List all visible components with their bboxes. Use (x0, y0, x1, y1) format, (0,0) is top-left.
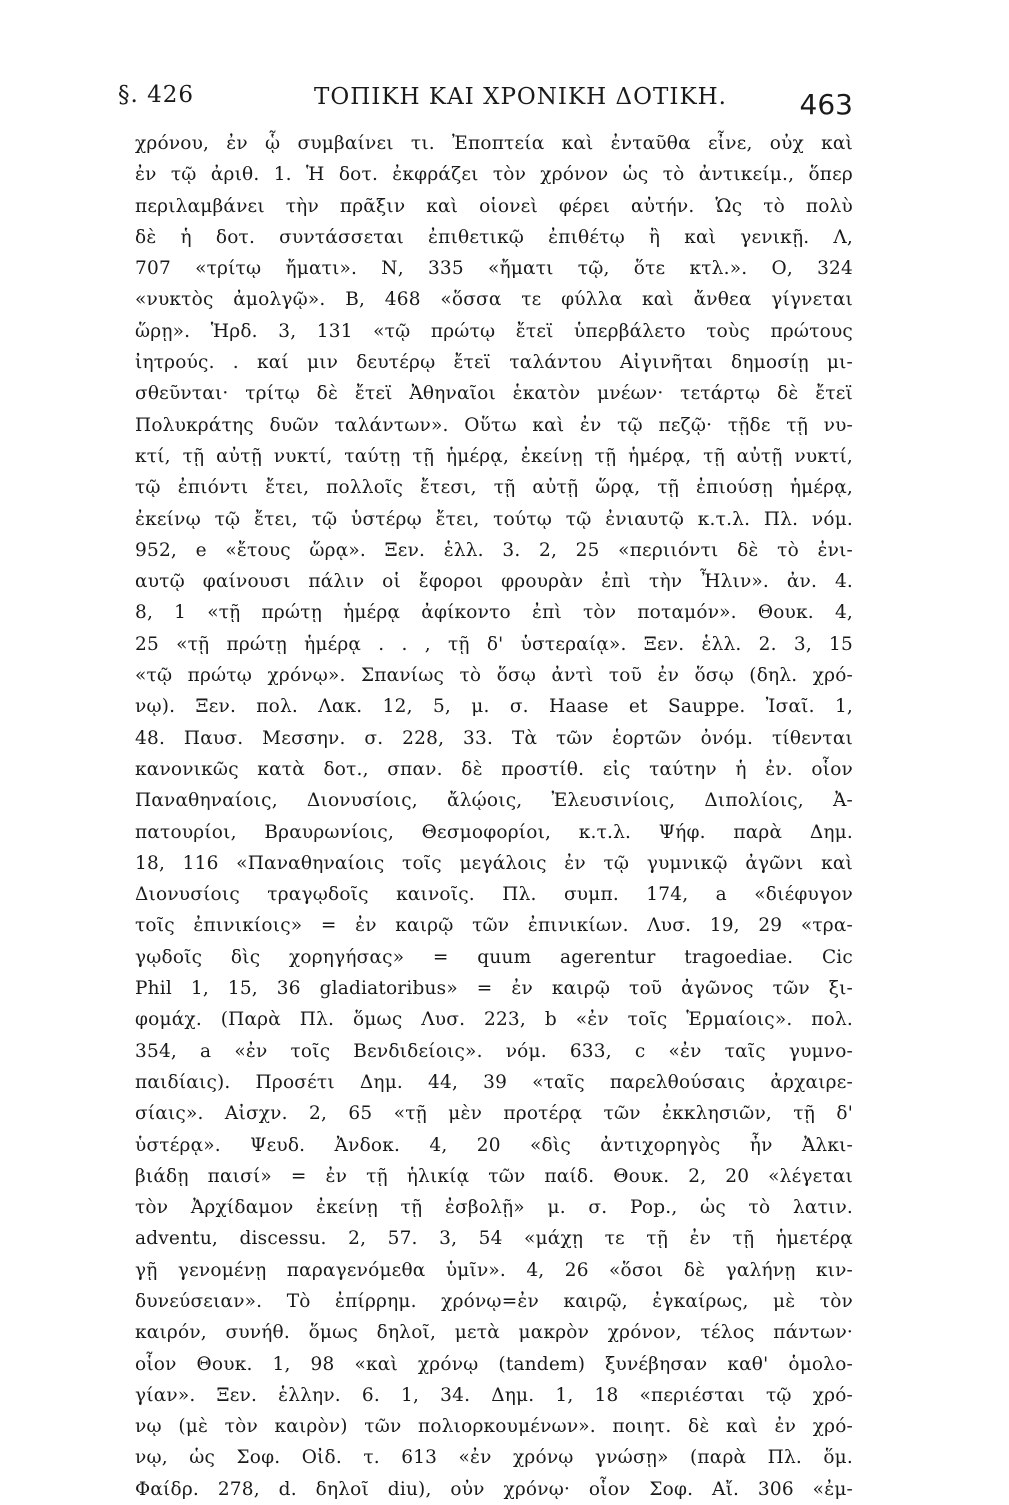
text-line: 354, a «ἐν τοῖς Βενδιδείοις». νόμ. 633, c «ἐν ταῖς γυμνο- (135, 1040, 853, 1062)
text-line: ἰητρούς. . καί μιν δευτέρῳ ἔτεϊ ταλάντου Αἰγινῆται δημοσίῃ μι- (135, 352, 853, 374)
text-line: Διονυσίοις τραγῳδοῖς καινοῖς. Πλ. συμπ. 174, a «διέφυγον (135, 884, 853, 906)
page-header (118, 82, 853, 126)
text-line: γίαν». Ξεν. ἑλλην. 6. 1, 34. Δημ. 1, 18 «περιέσται τῷ χρό- (135, 1384, 853, 1406)
text-line: παιδίαις). Προσέτι Δημ. 44, 39 «ταῖς παρελθούσαις ἀρχαιρε- (135, 1071, 853, 1093)
text-line: νῳ (μὲ τὸν καιρὸν) τῶν πολιορκουμένων». ποιητ. δὲ καὶ ἐν χρό- (135, 1416, 853, 1438)
text-line: νῳ). Ξεν. πολ. Λακ. 12, 5, μ. σ. Haase et Sauppe. Ἰσαῖ. 1, (135, 696, 853, 718)
text-line: 25 «τῇ πρώτῃ ἡμέρᾳ . . , τῇ δ' ὑστεραίᾳ». Ξεν. ἑλλ. 2. 3, 15 (135, 633, 853, 655)
text-line: φομάχ. (Παρὰ Πλ. ὅμως Λυσ. 223, b «ἐν τοῖς Ἑρμαίοις». πολ. (135, 1009, 853, 1031)
text-line: δυνεύσειαν». Τὸ ἐπίρρημ. χρόνῳ=ἐν καιρῷ, ἐγκαίρως, μὲ τὸν (135, 1290, 853, 1312)
text-line: νῳ, ὡς Σοφ. Οἰδ. τ. 613 «ἐν χρόνῳ γνώσῃ» (παρὰ Πλ. ὅμ. (135, 1447, 853, 1469)
text-line: περιλαμβάνει τὴν πρᾶξιν καὶ οἱονεὶ φέρει αὐτήν. Ὡς τὸ πολὺ (135, 195, 853, 217)
text-line: 48. Παυσ. Μεσσην. σ. 228, 33. Τὰ τῶν ἑορτῶν ὀνόμ. τίθενται (135, 727, 853, 749)
text-line: χρόνου, ἐν ᾧ συμβαίνει τι. Ἐποπτεία καὶ ἐνταῦθα εἶνε, οὐχ καὶ (135, 133, 853, 154)
text-line: ἐκείνῳ τῷ ἔτει, τῷ ὑστέρῳ ἔτει, τούτῳ τῷ ἐνιαυτῷ κ.τ.λ. Πλ. νόμ. (135, 508, 853, 530)
text-line: καιρόν, συνήθ. ὅμως δηλοῖ, μετὰ μακρὸν χρόνον, τέλος πάντων· (135, 1322, 853, 1344)
text-line: ὑστέρᾳ». Ψευδ. Ἀνδοκ. 4, 20 «δὶς ἀντιχορηγὸς ἦν Ἀλκι- (135, 1134, 853, 1156)
text-line: 952, e «ἔτους ὥρᾳ». Ξεν. ἑλλ. 3. 2, 25 «περιιόντι δὲ τὸ ἐνι- (135, 539, 853, 561)
text-line: τοῖς ἐπινικίοις» = ἐν καιρῷ τῶν ἐπινικίων. Λυσ. 19, 29 «τρα- (135, 915, 853, 937)
text-line: 707 «τρίτῳ ἤματι». Ν, 335 «ἤματι τῷ, ὅτε κτλ.». Ο, 324 (135, 258, 853, 280)
text-line: Παναθηναίοις, Διονυσίοις, ἄλῴοις, Ἐλευσινίοις, Διπολίοις, Ἀ- (135, 790, 853, 812)
text-line: ὥρῃ». Ἡρδ. 3, 131 «τῷ πρώτῳ ἔτεϊ ὑπερβάλετο τοὺς πρώτους (135, 320, 853, 342)
text-line: κανονικῶς κατὰ δοτ., σπαν. δὲ προστίθ. εἰς ταύτην ἡ ἐν. οἷον (135, 758, 853, 780)
text-line: σθεῦνται· τρίτῳ δὲ ἔτεϊ Ἀθηναῖοι ἑκατὸν μνέων· τετάρτῳ δὲ ἔτεϊ (135, 383, 853, 405)
text-line: οἷον Θουκ. 1, 98 «καὶ χρόνῳ (tandem) ξυνέβησαν καθ' ὁμολο- (135, 1353, 853, 1375)
text-line: Φαίδρ. 278, d. δηλοῖ diu), οὐν χρόνῳ· οἷον Σοφ. Αἴ. 306 «ἐμ- (135, 1478, 853, 1500)
text-line: τῷ ἐπιόντι ἔτει, πολλοῖς ἔτεσι, τῇ αὐτῇ ὥρᾳ, τῇ ἐπιούσῃ ἡμέρᾳ, (135, 477, 853, 499)
text-line: πατουρίοι, Βραυρωνίοις, Θεσμοφορίοι, κ.τ.λ. Ψήφ. παρὰ Δημ. (135, 821, 853, 843)
text-line: κτί, τῇ αὐτῇ νυκτί, ταύτῃ τῇ ἡμέρᾳ, ἐκείνῃ τῇ ἡμέρᾳ, τῇ αὐτῇ νυκτί, (135, 445, 853, 467)
text-line: ἐν τῷ ἀριθ. 1. Ἡ δοτ. ἐκφράζει τὸν χρόνον ὡς τὸ ἀντικείμ., ὅπερ (135, 164, 853, 186)
text-line: γῳδοῖς δὶς χορηγήσας» = quum agerentur tragoediae. Cic (135, 946, 853, 968)
text-line: δὲ ἡ δοτ. συντάσσεται ἐπιθετικῷ ἐπιθέτῳ ἢ καὶ γενικῇ. Λ, (135, 226, 853, 248)
text-line: Πολυκράτης δυῶν ταλάντων». Οὕτω καὶ ἐν τῷ πεζῷ· τῇδε τῇ νυ- (135, 414, 853, 436)
text-line: «νυκτὸς ἀμολγῷ». Β, 468 «ὅσσα τε φύλλα καὶ ἄνθεα γίγνεται (135, 289, 853, 311)
text-line: adventu, discessu. 2, 57. 3, 54 «μάχῃ τε τῇ ἐν τῇ ἡμετέρᾳ (135, 1228, 853, 1250)
text-line: σίαις». Αἰσχν. 2, 65 «τῇ μὲν προτέρᾳ τῶν ἐκκλησιῶν, τῇ δ' (135, 1103, 853, 1125)
body-text (135, 128, 853, 1505)
text-line: βιάδῃ παισί» = ἐν τῇ ἡλικίᾳ τῶν παίδ. Θουκ. 2, 20 «λέγεται (135, 1165, 853, 1187)
page-number: 463 (799, 88, 853, 121)
text-line: 8, 1 «τῇ πρώτῃ ἡμέρᾳ ἀφίκοντο ἐπὶ τὸν ποταμόν». Θουκ. 4, (135, 602, 853, 624)
text-line: γῇ γενομένῃ παραγενόμεθα ὑμῖν». 4, 26 «ὅσοι δὲ γαλήνῃ κιν- (135, 1259, 853, 1281)
section-number: §. 426 (118, 82, 195, 108)
running-title: ΤΟΠΙΚΗ ΚΑΙ ΧΡΟΝΙΚΗ ΔΟΤΙΚΗ. (314, 84, 727, 110)
text-line: αυτῷ φαίνουσι πάλιν οἱ ἔφοροι φρουρὰν ἐπὶ τὴν Ἦλιν». ἀν. 4. (135, 571, 853, 593)
text-line: Phil 1, 15, 36 gladiatoribus» = ἐν καιρῷ τοῦ ἀγῶνος τῶν ξι- (135, 978, 853, 1000)
text-line: τὸν Ἀρχίδαμον ἐκείνῃ τῇ ἐσβολῇ» μ. σ. Pop., ὡς τὸ λατιν. (135, 1197, 853, 1219)
text-line: 18, 116 «Παναθηναίοις τοῖς μεγάλοις ἐν τῷ γυμνικῷ ἀγῶνι καὶ (135, 852, 853, 874)
text-line: «τῷ πρώτῳ χρόνῳ». Σπανίως τὸ ὅσῳ ἀντὶ τοῦ ἐν ὅσῳ (δηλ. χρό- (135, 665, 853, 687)
